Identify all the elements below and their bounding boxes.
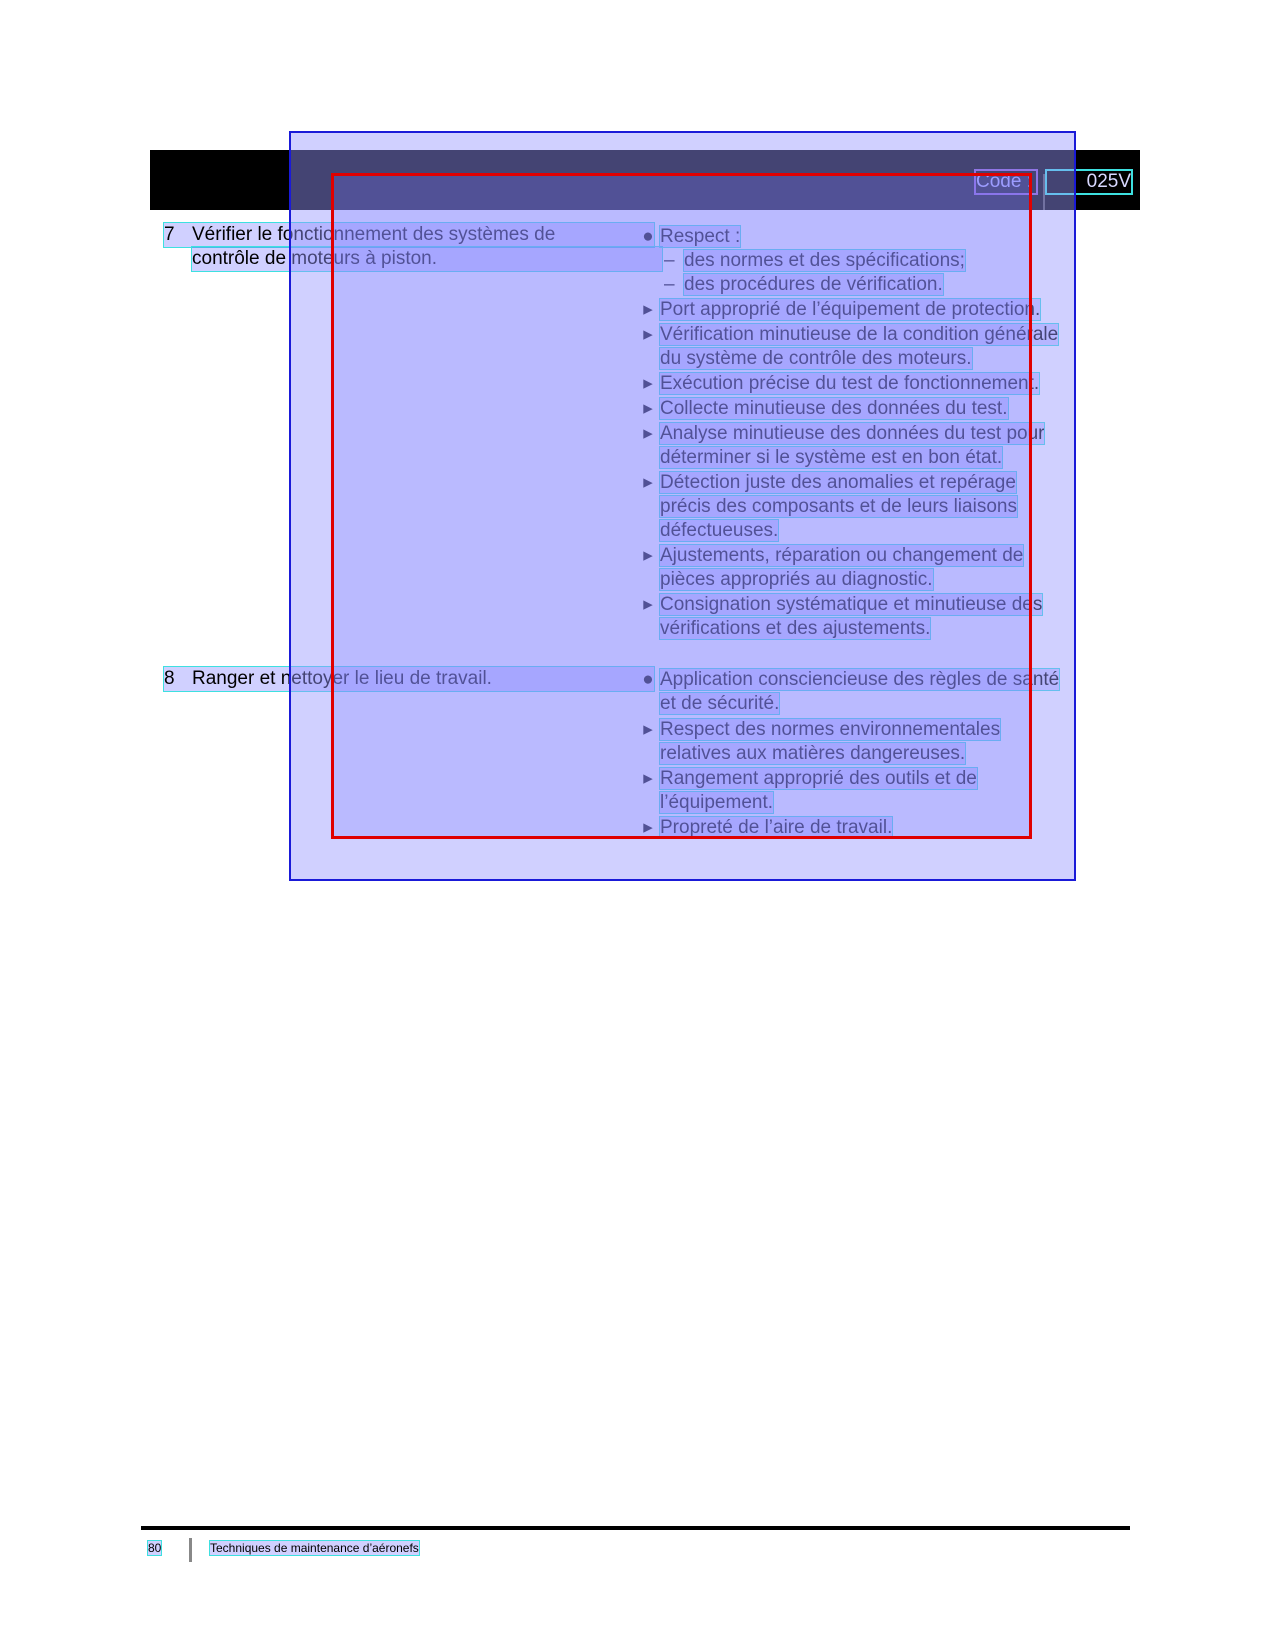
criterion: ▸ Vérification minutieuse de la condition générale du système de contrôle des moteurs. — [643, 324, 1059, 369]
annotation-region-inner — [331, 173, 1032, 839]
criterion: ▸ Détection juste des anomalies et repérage précis des composants et de leurs liaisons défectueuses. — [643, 472, 1017, 541]
bullet-icon: ▸ — [643, 472, 653, 493]
criterion: ▸ Exécution précise du test de fonctionnement. — [643, 373, 1040, 394]
footer-separator — [189, 1538, 192, 1562]
criterion: ● Respect : — [642, 226, 741, 247]
bullet-icon: ▸ — [643, 373, 653, 394]
criterion: ▸ Consignation systématique et minutieuse des vérifications et des ajustements. — [643, 594, 1043, 639]
bullet-icon: ▸ — [643, 545, 653, 566]
bullet-icon: ▸ — [643, 398, 653, 419]
criterion: ▸ Analyse minutieuse des données du test pour déterminer si le système est en bon état. — [643, 423, 1045, 468]
task-7-line-1: 7 Vérifier le fonctionnement des systèmes de — [164, 223, 654, 247]
bullet-icon: ● — [642, 226, 654, 247]
task-8-line-1: 8 Ranger et nettoyer le lieu de travail. — [164, 667, 654, 691]
bullet-icon: ▸ — [643, 719, 653, 740]
criterion: ▸ Propreté de l’aire de travail. — [643, 817, 893, 838]
criterion: ▸ Rangement approprié des outils et de l’équipement. — [643, 768, 977, 813]
bullet-icon: ▸ — [643, 768, 653, 789]
bullet-icon: ▸ — [643, 817, 653, 838]
code-label: Code : — [976, 171, 1036, 193]
task-number: 7 — [164, 224, 175, 245]
criterion: ▸ Respect des normes environnementales relatives aux matières dangereuses. — [643, 719, 1001, 764]
bullet-icon: ▸ — [643, 423, 653, 444]
footer-rule — [141, 1526, 1130, 1530]
bullet-icon: ▸ — [643, 324, 653, 345]
task-7-line-2: contrôle de moteurs à piston. — [192, 247, 662, 271]
sub-criterion: – des procédures de vérification. — [664, 274, 943, 295]
code-value: 025V — [1047, 171, 1131, 193]
bullet-icon: ▸ — [643, 299, 653, 320]
sub-criterion: – des normes et des spécifications; — [664, 250, 965, 271]
page-number: 80 — [148, 1541, 162, 1555]
criterion: ▸ Port approprié de l’équipement de protection. — [643, 299, 1041, 320]
footer-title: Techniques de maintenance d’aéronefs — [210, 1541, 419, 1555]
criterion: ● Application consciencieuse des règles de santé et de sécurité. — [642, 669, 1060, 714]
dash-icon: – — [664, 274, 675, 295]
bullet-icon: ● — [642, 669, 654, 690]
bullet-icon: ▸ — [643, 594, 653, 615]
criterion: ▸ Collecte minutieuse des données du test. — [643, 398, 1008, 419]
task-number: 8 — [164, 668, 175, 689]
criterion: ▸ Ajustements, réparation ou changement de pièces appropriés au diagnostic. — [643, 545, 1024, 590]
dash-icon: – — [664, 250, 675, 271]
